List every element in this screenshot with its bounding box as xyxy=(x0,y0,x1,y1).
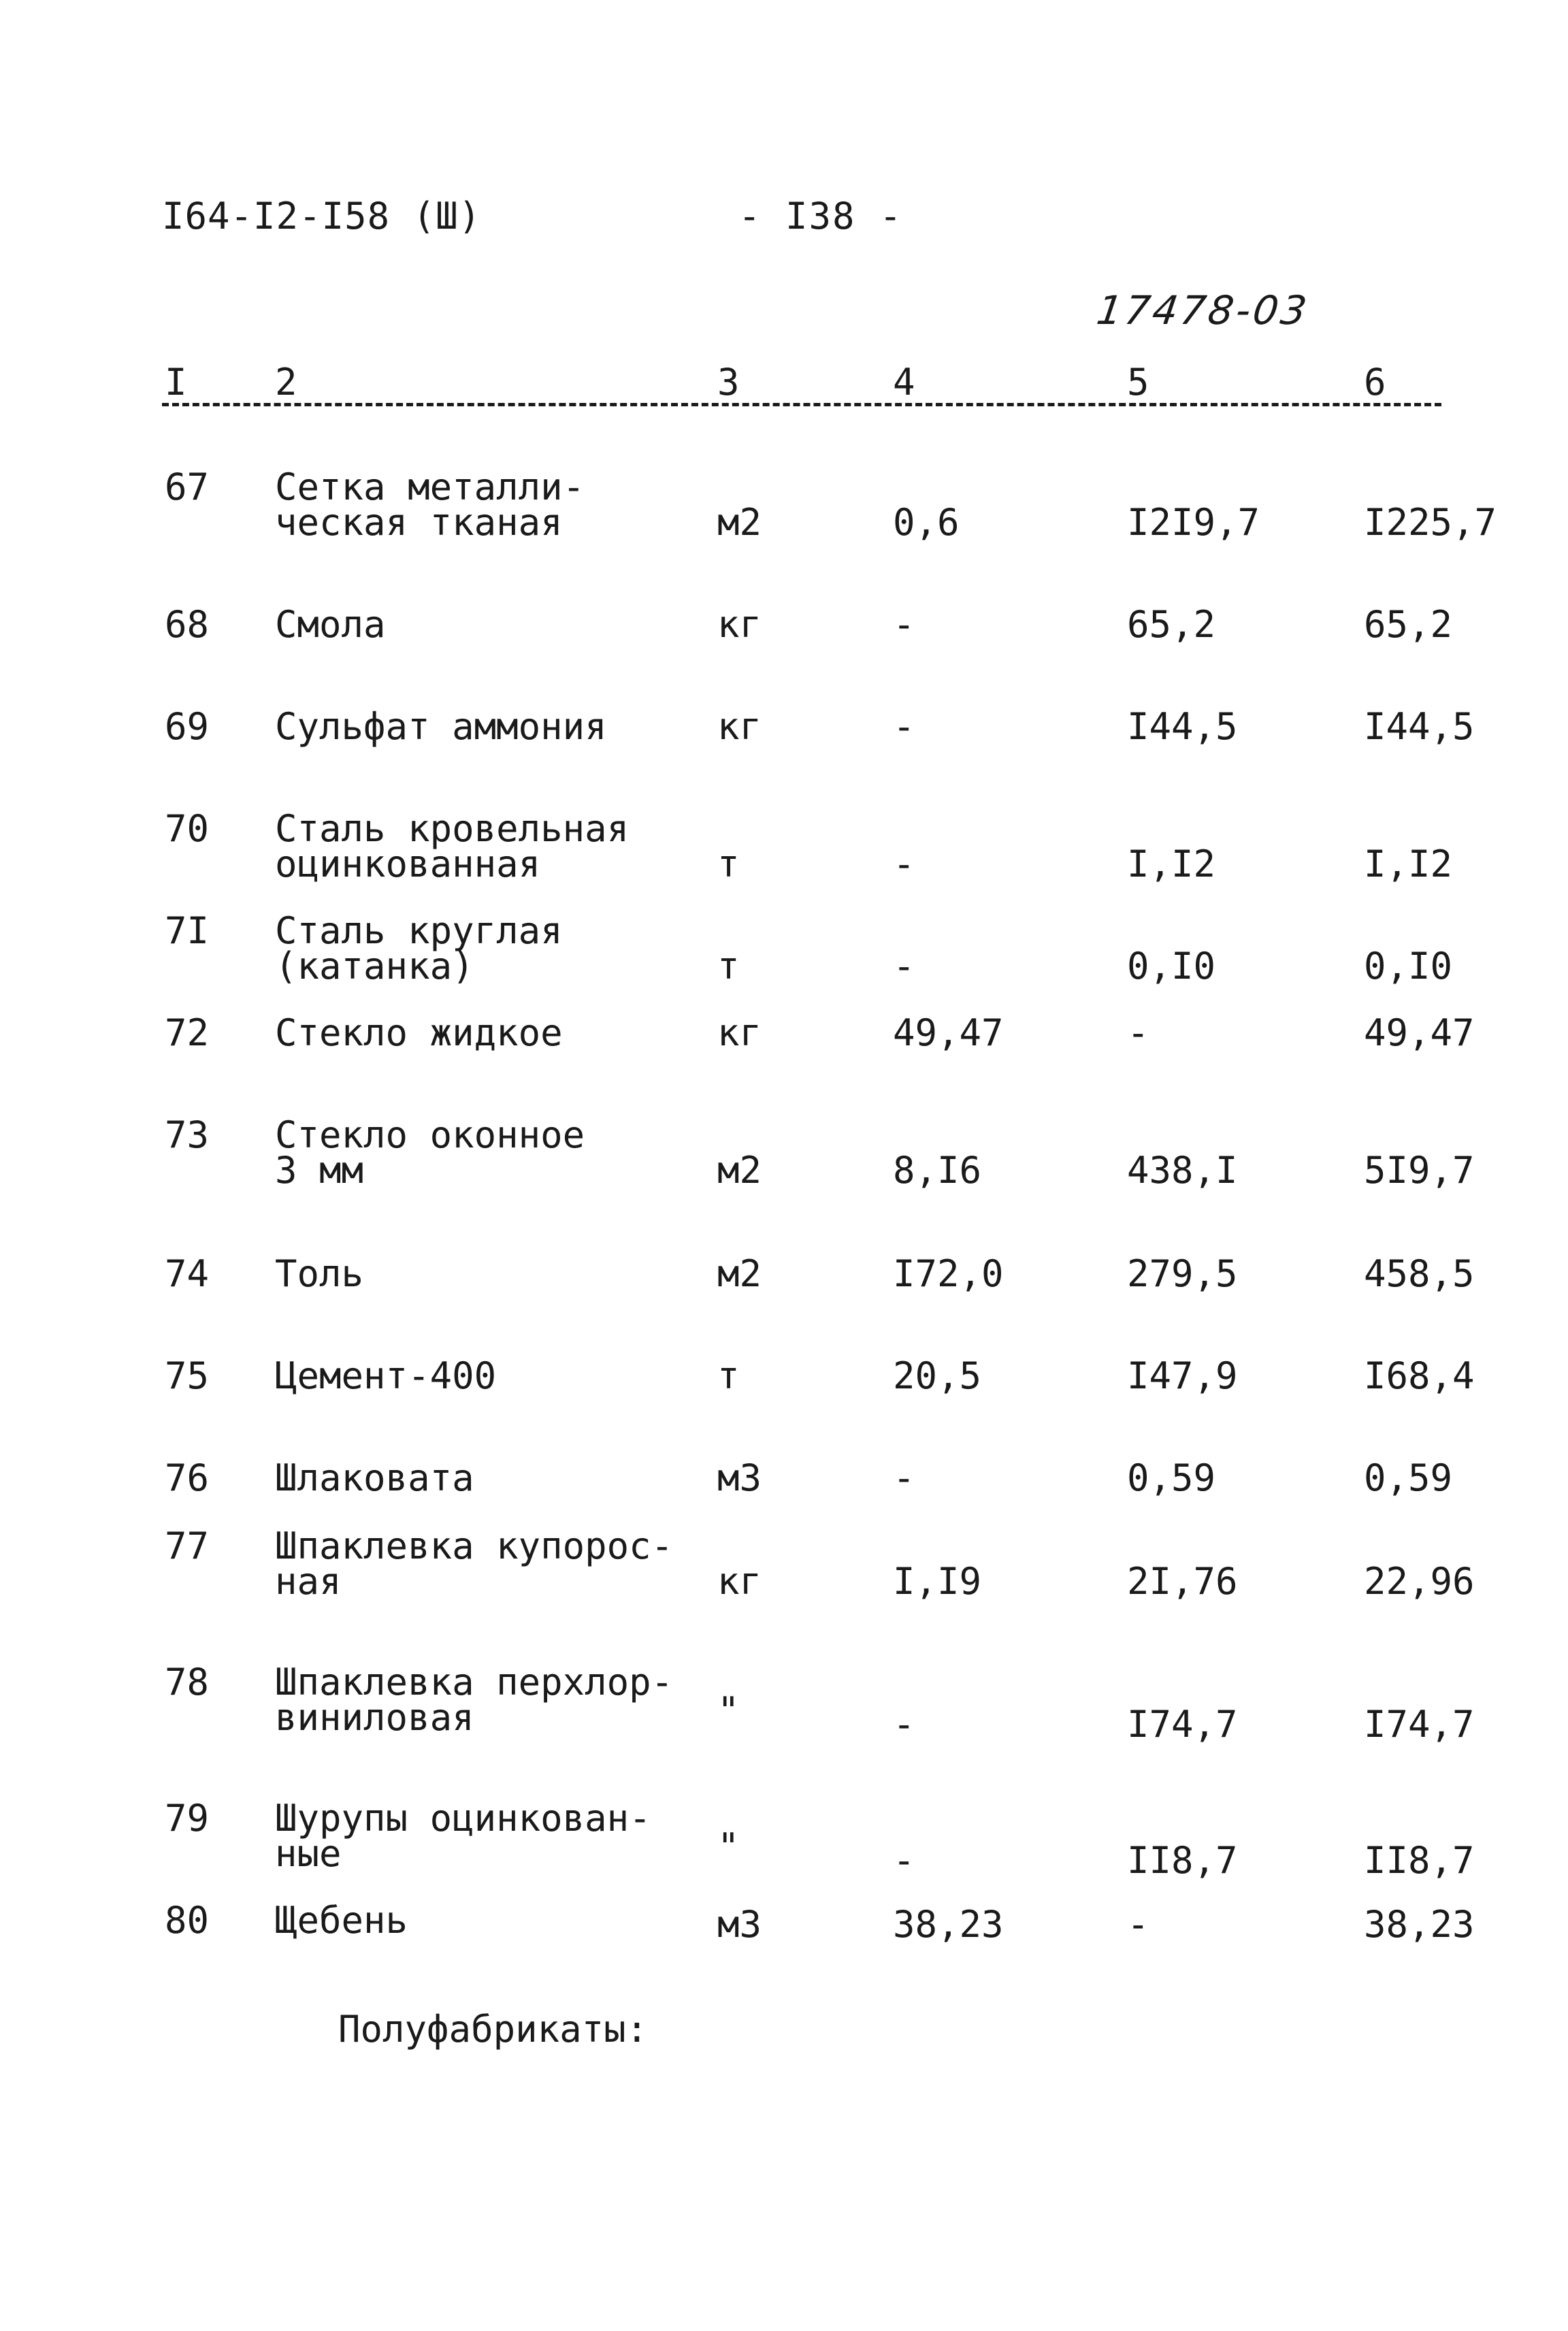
column-4-value: - xyxy=(893,1703,915,1746)
handwritten-inventory-number: 17478-03 xyxy=(1094,287,1313,333)
unit-of-measure: т xyxy=(717,945,740,988)
column-4-value: I72,0 xyxy=(893,1252,1004,1295)
material-name: Сталь круглая (катанка) xyxy=(275,909,563,988)
material-name: Толь xyxy=(275,1252,364,1295)
row-number: 69 xyxy=(165,705,210,748)
material-name: Цемент-400 xyxy=(275,1354,497,1397)
row-number: 72 xyxy=(165,1011,210,1054)
document-code: I64-I2-I58 (Ш) xyxy=(162,195,482,238)
column-4-value: 8,I6 xyxy=(893,1149,982,1192)
header-dashed-rule xyxy=(162,403,1441,406)
column-header-2: 2 xyxy=(275,361,297,404)
column-5-value: - xyxy=(1127,1903,1149,1946)
unit-of-measure: м2 xyxy=(717,1149,762,1192)
unit-ditto-mark: " xyxy=(717,1825,740,1868)
column-6-value: I44,5 xyxy=(1364,705,1475,748)
unit-of-measure: м2 xyxy=(717,1252,762,1295)
page-number: - I38 - xyxy=(738,195,903,238)
column-5-value: I2I9,7 xyxy=(1127,501,1260,544)
column-6-value: 65,2 xyxy=(1364,603,1453,646)
column-6-value: I74,7 xyxy=(1364,1703,1475,1746)
column-5-value: 65,2 xyxy=(1127,603,1216,646)
row-number: 70 xyxy=(165,807,210,850)
row-number: 80 xyxy=(165,1899,210,1942)
column-6-value: II8,7 xyxy=(1364,1839,1475,1882)
column-4-value: - xyxy=(893,603,915,646)
column-5-value: I47,9 xyxy=(1127,1354,1238,1397)
material-name: Щебень xyxy=(275,1899,408,1942)
unit-of-measure: кг xyxy=(717,705,762,748)
row-number: 74 xyxy=(165,1252,210,1295)
column-header-5: 5 xyxy=(1127,361,1149,404)
material-name: Сульфат аммония xyxy=(275,705,607,748)
column-6-value: 458,5 xyxy=(1364,1252,1475,1295)
column-5-value: 2I,76 xyxy=(1127,1560,1238,1603)
material-name: Сетка металли- ческая тканая xyxy=(275,466,585,544)
material-name: Смола xyxy=(275,603,386,646)
column-header-1: I xyxy=(165,361,187,404)
column-6-value: 38,23 xyxy=(1364,1903,1475,1946)
column-4-value: 38,23 xyxy=(893,1903,1004,1946)
column-6-value: 49,47 xyxy=(1364,1011,1475,1054)
column-5-value: 438,I xyxy=(1127,1149,1238,1192)
unit-of-measure: м3 xyxy=(717,1456,762,1499)
unit-of-measure: т xyxy=(717,843,740,885)
column-5-value: I44,5 xyxy=(1127,705,1238,748)
column-6-value: 0,59 xyxy=(1364,1456,1453,1499)
column-6-value: 22,96 xyxy=(1364,1560,1475,1603)
row-number: 76 xyxy=(165,1456,210,1499)
section-heading-semi-finished: Полуфабрикаты: xyxy=(338,2008,649,2051)
row-number: 73 xyxy=(165,1113,210,1156)
material-name: Шурупы оцинкован- ные xyxy=(275,1797,651,1875)
column-4-value: 20,5 xyxy=(893,1354,982,1397)
row-number: 77 xyxy=(165,1525,210,1567)
column-5-value: 0,59 xyxy=(1127,1456,1216,1499)
column-4-value: - xyxy=(893,1456,915,1499)
column-header-3: 3 xyxy=(717,361,740,404)
row-number: 67 xyxy=(165,466,210,508)
column-6-value: I68,4 xyxy=(1364,1354,1475,1397)
material-name: Шлаковата xyxy=(275,1456,474,1499)
material-name: Стекло жидкое xyxy=(275,1011,563,1054)
row-number: 78 xyxy=(165,1661,210,1704)
column-6-value: 0,I0 xyxy=(1364,945,1453,988)
column-5-value: II8,7 xyxy=(1127,1839,1238,1882)
column-header-row xyxy=(0,361,1568,415)
column-4-value: 0,6 xyxy=(893,501,960,544)
column-5-value: I74,7 xyxy=(1127,1703,1238,1746)
column-6-value: 5I9,7 xyxy=(1364,1149,1475,1192)
column-4-value: I,I9 xyxy=(893,1560,982,1603)
column-6-value: I,I2 xyxy=(1364,843,1453,885)
material-name: Сталь кровельная оцинкованная xyxy=(275,807,630,885)
column-header-6: 6 xyxy=(1364,361,1386,404)
unit-of-measure: кг xyxy=(717,603,762,646)
unit-of-measure: кг xyxy=(717,1011,762,1054)
column-5-value: 279,5 xyxy=(1127,1252,1238,1295)
column-6-value: I225,7 xyxy=(1364,501,1497,544)
column-4-value: - xyxy=(893,843,915,885)
material-name: Шпаклевка перхлор- виниловая xyxy=(275,1661,674,1739)
column-5-value: I,I2 xyxy=(1127,843,1216,885)
unit-of-measure: м3 xyxy=(717,1903,762,1946)
row-number: 79 xyxy=(165,1797,210,1840)
material-name: Стекло оконное 3 мм xyxy=(275,1113,585,1192)
column-4-value: - xyxy=(893,1839,915,1882)
row-number: 75 xyxy=(165,1354,210,1397)
column-header-4: 4 xyxy=(893,361,915,404)
column-5-value: 0,I0 xyxy=(1127,945,1216,988)
column-5-value: - xyxy=(1127,1011,1149,1054)
material-name: Шпаклевка купорос- ная xyxy=(275,1525,674,1603)
unit-of-measure: м2 xyxy=(717,501,762,544)
unit-of-measure: т xyxy=(717,1354,740,1397)
column-4-value: 49,47 xyxy=(893,1011,1004,1054)
row-number: 68 xyxy=(165,603,210,646)
unit-of-measure: кг xyxy=(717,1560,762,1603)
column-4-value: - xyxy=(893,705,915,748)
unit-ditto-mark: " xyxy=(717,1689,740,1732)
column-4-value: - xyxy=(893,945,915,988)
row-number: 7I xyxy=(165,909,210,952)
